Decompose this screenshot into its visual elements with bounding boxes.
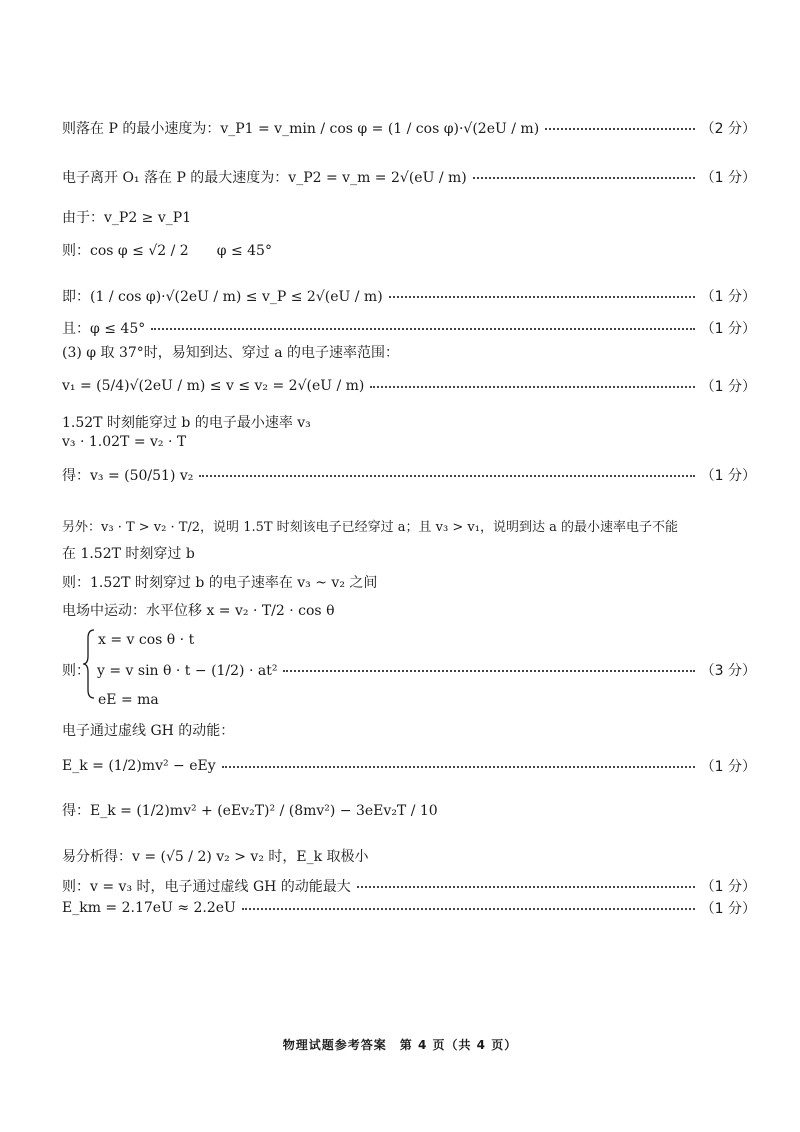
line-text: v₃ · 1.02T = v₂ · T <box>62 434 187 450</box>
answer-line-16 <box>62 660 756 680</box>
answer-line-19 <box>62 800 756 820</box>
line-text: 则：cos φ ≤ √2 / 2 φ ≤ 45° <box>62 243 272 259</box>
answer-line-3 <box>62 207 756 227</box>
score-label: （1 分） <box>700 901 756 917</box>
leader-dots <box>242 907 695 910</box>
answer-line-17 <box>62 720 756 740</box>
answer-line-22 <box>62 898 756 918</box>
system-eq-3 <box>98 692 756 708</box>
system-eq-1 <box>98 632 756 648</box>
leader-dots <box>370 385 694 388</box>
score-label: （1 分） <box>700 170 756 186</box>
line-text: (3) φ 取 37°时，易知到达、穿过 a 的电子速率范围： <box>62 345 400 361</box>
line-text: 电场中运动：水平位移 x = v₂ · T/2 · cos θ <box>62 603 335 619</box>
answer-line-20 <box>62 846 756 866</box>
leader-dots <box>199 474 694 477</box>
score-label: （1 分） <box>700 321 756 337</box>
answer-line-1 <box>62 118 756 138</box>
line-text: 得：E_k = (1/2)mv² + (eEv₂T)² / (8mv²) − 3eEv₂T / 10 <box>62 803 438 819</box>
line-text: 则：v = v₃ 时，电子通过虚线 GH 的动能最大 <box>62 879 351 895</box>
line-text: 则： y = v sin θ · t − (1/2) · at² <box>62 663 278 679</box>
leader-dots <box>473 176 695 179</box>
answer-line-21 <box>62 876 756 896</box>
leader-dots <box>151 327 694 330</box>
line-text: 1.52T 时刻能穿过 b 的电子最小速率 v₃ <box>62 415 311 431</box>
line-text: v₁ = (5/4)√(2eU / m) ≤ v ≤ v₂ = 2√(eU / m) <box>62 378 365 394</box>
score-label: （3 分） <box>700 663 756 679</box>
line-text: 则：1.52T 时刻穿过 b 的电子速率在 v₃ ~ v₂ 之间 <box>62 575 378 591</box>
answer-line-2 <box>62 167 756 187</box>
answer-line-14 <box>62 572 756 592</box>
leader-dots <box>283 669 694 672</box>
score-label: （1 分） <box>700 289 756 305</box>
answer-line-10 <box>62 434 756 450</box>
answer-line-11 <box>62 465 756 485</box>
answer-line-6 <box>62 318 756 338</box>
answer-line-12 <box>62 516 780 535</box>
score-label: （1 分） <box>700 759 756 775</box>
line-text: 电子离开 O₁ 落在 P 的最大速度为：v_P2 = v_m = 2√(eU / m) <box>62 170 467 186</box>
answer-line-8 <box>62 376 756 396</box>
line-text: 且：φ ≤ 45° <box>62 321 146 337</box>
score-label: （2 分） <box>700 121 756 137</box>
answer-line-9 <box>62 412 756 432</box>
line-text: eE = ma <box>98 692 159 708</box>
line-text: 即：(1 / cos φ)·√(2eU / m) ≤ v_P ≤ 2√(eU / m) <box>62 289 383 305</box>
leader-dots <box>545 127 694 130</box>
line-text: E_km = 2.17eU ≈ 2.2eU <box>62 900 236 916</box>
answer-line-18 <box>62 756 756 776</box>
answer-line-4 <box>62 240 756 260</box>
line-text: 在 1.52T 时刻穿过 b <box>62 546 195 562</box>
score-label: （1 分） <box>700 379 756 395</box>
line-text: 则落在 P 的最小速度为：v_P1 = v_min / cos φ = (1 / cos φ)·√(2eU / m) <box>62 121 540 137</box>
line-text: 得：v₃ = (50/51) v₂ <box>62 468 194 484</box>
line-text: E_k = (1/2)mv² − eEy <box>62 758 216 774</box>
line-text: x = v cos θ · t <box>98 632 195 648</box>
leader-dots <box>222 765 695 768</box>
answer-line-7 <box>62 342 756 362</box>
line-text: 另外：v₃ · T > v₂ · T/2，说明 1.5T 时刻该电子已经穿过 a；且 v₃ > v₁，说明到达 a 的最小速率电子不能 <box>62 520 678 535</box>
score-label: （1 分） <box>700 879 756 895</box>
line-text: 由于：v_P2 ≥ v_P1 <box>62 210 192 226</box>
leader-dots <box>389 295 695 298</box>
line-text: 易分析得：v = (√5 / 2) v₂ > v₂ 时，E_k 取极小 <box>62 849 369 865</box>
leader-dots <box>357 885 695 888</box>
line-text: 电子通过虚线 GH 的动能： <box>62 723 235 739</box>
score-label: （1 分） <box>700 468 756 484</box>
answer-line-13 <box>62 543 756 563</box>
answer-line-15 <box>62 600 756 620</box>
page-footer: 物理试题参考答案 第 4 页（共 4 页） <box>282 1038 518 1052</box>
answer-line-5 <box>62 286 756 306</box>
